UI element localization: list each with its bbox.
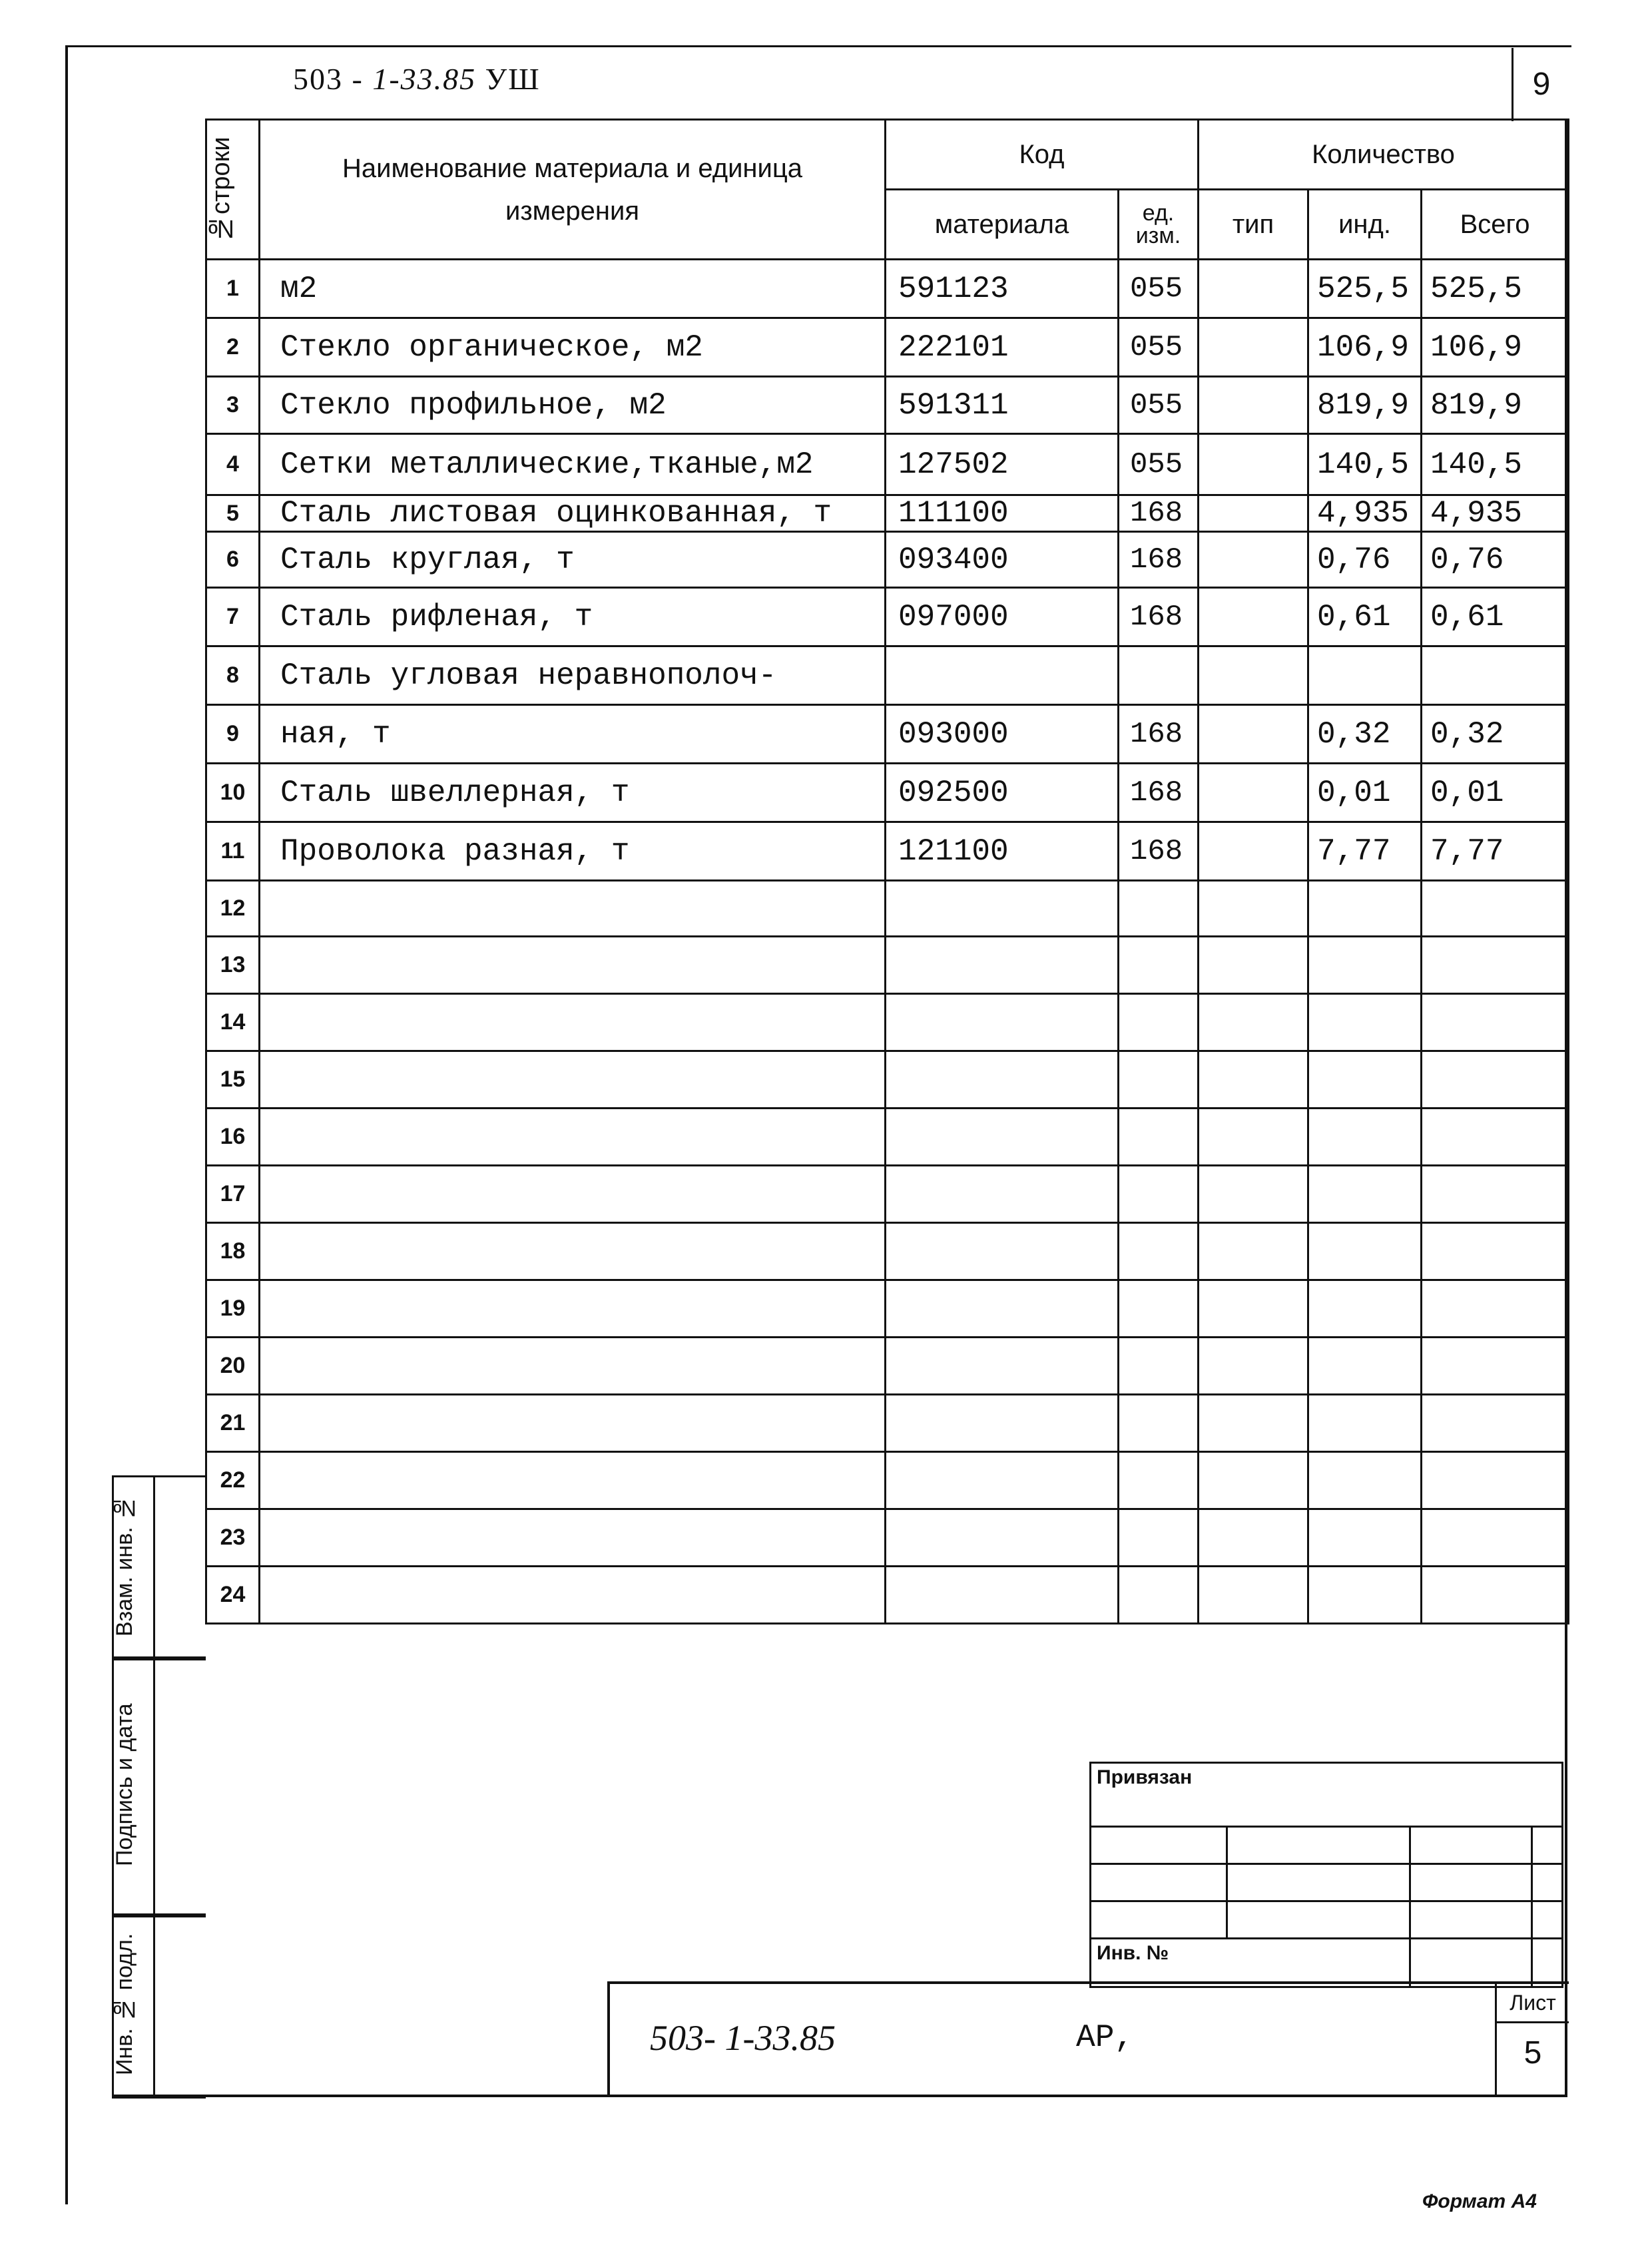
unit-code (1119, 1223, 1199, 1280)
table-row (206, 646, 1569, 705)
row-number: 12 (206, 881, 260, 937)
table-row (206, 260, 1569, 318)
unit-code: 168 (1119, 705, 1199, 764)
table-row (206, 377, 1569, 434)
material-code: 111100 (886, 495, 1119, 532)
material-name: Сталь швеллерная, т (260, 764, 886, 822)
unit-code (1119, 1567, 1199, 1624)
table-row (206, 937, 1569, 994)
qty-total (1422, 1051, 1569, 1109)
qty-total (1422, 1223, 1569, 1280)
qty-ind (1308, 646, 1422, 705)
table-row (206, 822, 1569, 881)
table-row (206, 318, 1569, 377)
qty-type (1199, 1452, 1308, 1509)
unit-code (1119, 1109, 1199, 1166)
row-number: 22 (206, 1452, 260, 1509)
qty-ind: 106,9 (1308, 318, 1422, 377)
title-stamp (607, 1981, 1569, 2097)
qty-total (1422, 994, 1569, 1051)
row-number: 2 (206, 318, 260, 377)
material-name (260, 994, 886, 1051)
qty-ind: 4,935 (1308, 495, 1422, 532)
qty-ind (1308, 881, 1422, 937)
qty-total (1422, 1395, 1569, 1452)
material-code (886, 646, 1119, 705)
table-row (206, 1109, 1569, 1166)
material-code (886, 1166, 1119, 1223)
unit-code (1119, 1051, 1199, 1109)
table-row (206, 1452, 1569, 1509)
binding-inv-no: Инв. № (1091, 1939, 1410, 1987)
material-name: Сталь рифленая, т (260, 588, 886, 646)
material-code (886, 1223, 1119, 1280)
material-code (886, 1395, 1119, 1452)
row-number: 5 (206, 495, 260, 532)
material-code (886, 1109, 1119, 1166)
unit-code: 168 (1119, 532, 1199, 588)
qty-ind (1308, 1109, 1422, 1166)
qty-total: 106,9 (1422, 318, 1569, 377)
qty-total (1422, 1452, 1569, 1509)
row-number: 15 (206, 1051, 260, 1109)
qty-ind: 0,32 (1308, 705, 1422, 764)
qty-ind: 525,5 (1308, 260, 1422, 318)
unit-code: 168 (1119, 822, 1199, 881)
qty-type (1199, 1166, 1308, 1223)
table-row (206, 1280, 1569, 1338)
qty-ind (1308, 994, 1422, 1051)
qty-type (1199, 1338, 1308, 1395)
header-code-unit: ед. изм. (1119, 190, 1199, 260)
unit-code (1119, 1452, 1199, 1509)
material-code (886, 994, 1119, 1051)
row-number: 23 (206, 1509, 260, 1567)
qty-total: 0,76 (1422, 532, 1569, 588)
qty-type (1199, 937, 1308, 994)
qty-ind: 0,76 (1308, 532, 1422, 588)
qty-total: 0,32 (1422, 705, 1569, 764)
row-number: 13 (206, 937, 260, 994)
row-number: 19 (206, 1280, 260, 1338)
material-name (260, 1509, 886, 1567)
header-code-material: материала (886, 190, 1119, 260)
table-row (206, 705, 1569, 764)
qty-ind (1308, 1280, 1422, 1338)
qty-type (1199, 1051, 1308, 1109)
material-name (260, 1166, 886, 1223)
material-name: Проволока разная, т (260, 822, 886, 881)
material-name: Сталь угловая неравнополоч- (260, 646, 886, 705)
unit-code: 055 (1119, 434, 1199, 495)
unit-code (1119, 881, 1199, 937)
qty-type (1199, 1109, 1308, 1166)
material-name: Сетки металлические,тканые,м2 (260, 434, 886, 495)
qty-ind: 7,77 (1308, 822, 1422, 881)
material-name (260, 1452, 886, 1509)
row-number: 9 (206, 705, 260, 764)
table-row (206, 1166, 1569, 1223)
material-name: Стекло профильное, м2 (260, 377, 886, 434)
table-row (206, 1395, 1569, 1452)
qty-type (1199, 532, 1308, 588)
qty-type (1199, 1395, 1308, 1452)
qty-total: 525,5 (1422, 260, 1569, 318)
row-number: 4 (206, 434, 260, 495)
table-row (206, 434, 1569, 495)
binding-privyazan: Привязан (1091, 1763, 1563, 1827)
material-code: 127502 (886, 434, 1119, 495)
side-label-vzam: Взам. инв. № (112, 1495, 137, 1637)
qty-total (1422, 1338, 1569, 1395)
row-number: 8 (206, 646, 260, 705)
row-number: 17 (206, 1166, 260, 1223)
row-number: 10 (206, 764, 260, 822)
qty-ind: 0,01 (1308, 764, 1422, 822)
unit-code: 055 (1119, 260, 1199, 318)
qty-type (1199, 588, 1308, 646)
table-row (206, 881, 1569, 937)
qty-total (1422, 1166, 1569, 1223)
header-qty-total: Всего (1422, 190, 1569, 260)
material-code (886, 1338, 1119, 1395)
qty-type (1199, 705, 1308, 764)
qty-ind (1308, 1223, 1422, 1280)
material-code: 591311 (886, 377, 1119, 434)
qty-ind (1308, 1338, 1422, 1395)
table-row (206, 1223, 1569, 1280)
qty-ind (1308, 937, 1422, 994)
material-code (886, 1051, 1119, 1109)
table-row (206, 532, 1569, 588)
unit-code (1119, 1166, 1199, 1223)
qty-type (1199, 646, 1308, 705)
row-number: 7 (206, 588, 260, 646)
qty-total (1422, 937, 1569, 994)
material-name: Сталь круглая, т (260, 532, 886, 588)
qty-ind (1308, 1567, 1422, 1624)
material-code: 093000 (886, 705, 1119, 764)
unit-code: 055 (1119, 318, 1199, 377)
header-code: Код (886, 120, 1199, 190)
stamp-section: АР, (1076, 2020, 1134, 2056)
qty-total: 140,5 (1422, 434, 1569, 495)
unit-code (1119, 1509, 1199, 1567)
format-label: Формат А4 (1422, 2190, 1537, 2212)
material-code (886, 1280, 1119, 1338)
material-code: 097000 (886, 588, 1119, 646)
material-name (260, 937, 886, 994)
qty-type (1199, 881, 1308, 937)
side-label-podpis: Подпись и дата (112, 1703, 137, 1867)
table-row (206, 1509, 1569, 1567)
qty-total (1422, 1509, 1569, 1567)
qty-total (1422, 1280, 1569, 1338)
qty-type (1199, 1509, 1308, 1567)
qty-type (1199, 434, 1308, 495)
qty-type (1199, 318, 1308, 377)
unit-code: 055 (1119, 377, 1199, 434)
qty-total: 0,01 (1422, 764, 1569, 822)
header-qty-type: тип (1199, 190, 1308, 260)
qty-total (1422, 881, 1569, 937)
table-row (206, 994, 1569, 1051)
material-name (260, 881, 886, 937)
qty-total (1422, 1109, 1569, 1166)
material-code: 222101 (886, 318, 1119, 377)
material-name (260, 1051, 886, 1109)
doc-code-hand: 1-33.85 (372, 62, 477, 96)
table-row (206, 1051, 1569, 1109)
qty-ind (1308, 1166, 1422, 1223)
qty-total (1422, 1567, 1569, 1624)
row-number: 24 (206, 1567, 260, 1624)
stamp-sheet-label: Лист (1497, 1984, 1569, 2023)
qty-ind (1308, 1509, 1422, 1567)
table-row (206, 588, 1569, 646)
row-number: 21 (206, 1395, 260, 1452)
material-code (886, 881, 1119, 937)
unit-code: 168 (1119, 495, 1199, 532)
material-name: ная, т (260, 705, 886, 764)
side-label-inv: Инв. № подл. (112, 1933, 137, 2075)
material-name (260, 1280, 886, 1338)
unit-code: 168 (1119, 588, 1199, 646)
header-qty-ind: инд. (1308, 190, 1422, 260)
qty-total: 819,9 (1422, 377, 1569, 434)
material-name: м2 (260, 260, 886, 318)
unit-code (1119, 1395, 1199, 1452)
qty-type (1199, 260, 1308, 318)
header-doc-code (293, 61, 541, 97)
row-number: 3 (206, 377, 260, 434)
qty-total: 7,77 (1422, 822, 1569, 881)
qty-type (1199, 764, 1308, 822)
header-row-no: №строки (206, 120, 260, 260)
qty-type (1199, 1567, 1308, 1624)
qty-type (1199, 994, 1308, 1051)
qty-ind (1308, 1395, 1422, 1452)
material-code (886, 1509, 1119, 1567)
qty-type (1199, 495, 1308, 532)
unit-code: 168 (1119, 764, 1199, 822)
row-number: 1 (206, 260, 260, 318)
row-number: 20 (206, 1338, 260, 1395)
qty-ind (1308, 1051, 1422, 1109)
row-number: 18 (206, 1223, 260, 1280)
binding-block (1089, 1762, 1563, 1988)
material-name (260, 1395, 886, 1452)
qty-ind: 819,9 (1308, 377, 1422, 434)
stamp-code: 503- 1-33.85 (650, 2018, 836, 2058)
material-code (886, 1452, 1119, 1509)
table-row (206, 495, 1569, 532)
page-number: 9 (1512, 48, 1569, 121)
header-qty: Количество (1199, 120, 1569, 190)
doc-code-suffix: УШ (485, 62, 541, 96)
material-code (886, 937, 1119, 994)
material-name (260, 1223, 886, 1280)
row-number: 6 (206, 532, 260, 588)
side-divider (153, 1475, 155, 2095)
header-name: Наименование материала и единица измерения (260, 120, 886, 260)
material-code (886, 1567, 1119, 1624)
material-name: Сталь листовая оцинкованная, т (260, 495, 886, 532)
material-name (260, 1109, 886, 1166)
qty-total: 0,61 (1422, 588, 1569, 646)
row-number: 11 (206, 822, 260, 881)
qty-ind: 140,5 (1308, 434, 1422, 495)
qty-type (1199, 377, 1308, 434)
table-row (206, 1338, 1569, 1395)
unit-code (1119, 1338, 1199, 1395)
unit-code (1119, 937, 1199, 994)
unit-code (1119, 646, 1199, 705)
material-code: 093400 (886, 532, 1119, 588)
material-code: 591123 (886, 260, 1119, 318)
row-number: 14 (206, 994, 260, 1051)
materials-table (205, 119, 1569, 1624)
qty-ind (1308, 1452, 1422, 1509)
doc-code-prefix: 503 - (293, 62, 364, 96)
qty-total: 4,935 (1422, 495, 1569, 532)
qty-ind: 0,61 (1308, 588, 1422, 646)
stamp-sheet-number: 5 (1523, 2035, 1542, 2071)
table-row (206, 1567, 1569, 1624)
stamp-sheet (1495, 1984, 1569, 2097)
material-name (260, 1338, 886, 1395)
table-row (206, 764, 1569, 822)
unit-code (1119, 994, 1199, 1051)
qty-total (1422, 646, 1569, 705)
unit-code (1119, 1280, 1199, 1338)
row-number: 16 (206, 1109, 260, 1166)
right-rule (1565, 119, 1567, 2096)
material-name (260, 1567, 886, 1624)
material-name: Стекло органическое, м2 (260, 318, 886, 377)
qty-type (1199, 1223, 1308, 1280)
material-code: 121100 (886, 822, 1119, 881)
qty-type (1199, 1280, 1308, 1338)
qty-type (1199, 822, 1308, 881)
material-code: 092500 (886, 764, 1119, 822)
